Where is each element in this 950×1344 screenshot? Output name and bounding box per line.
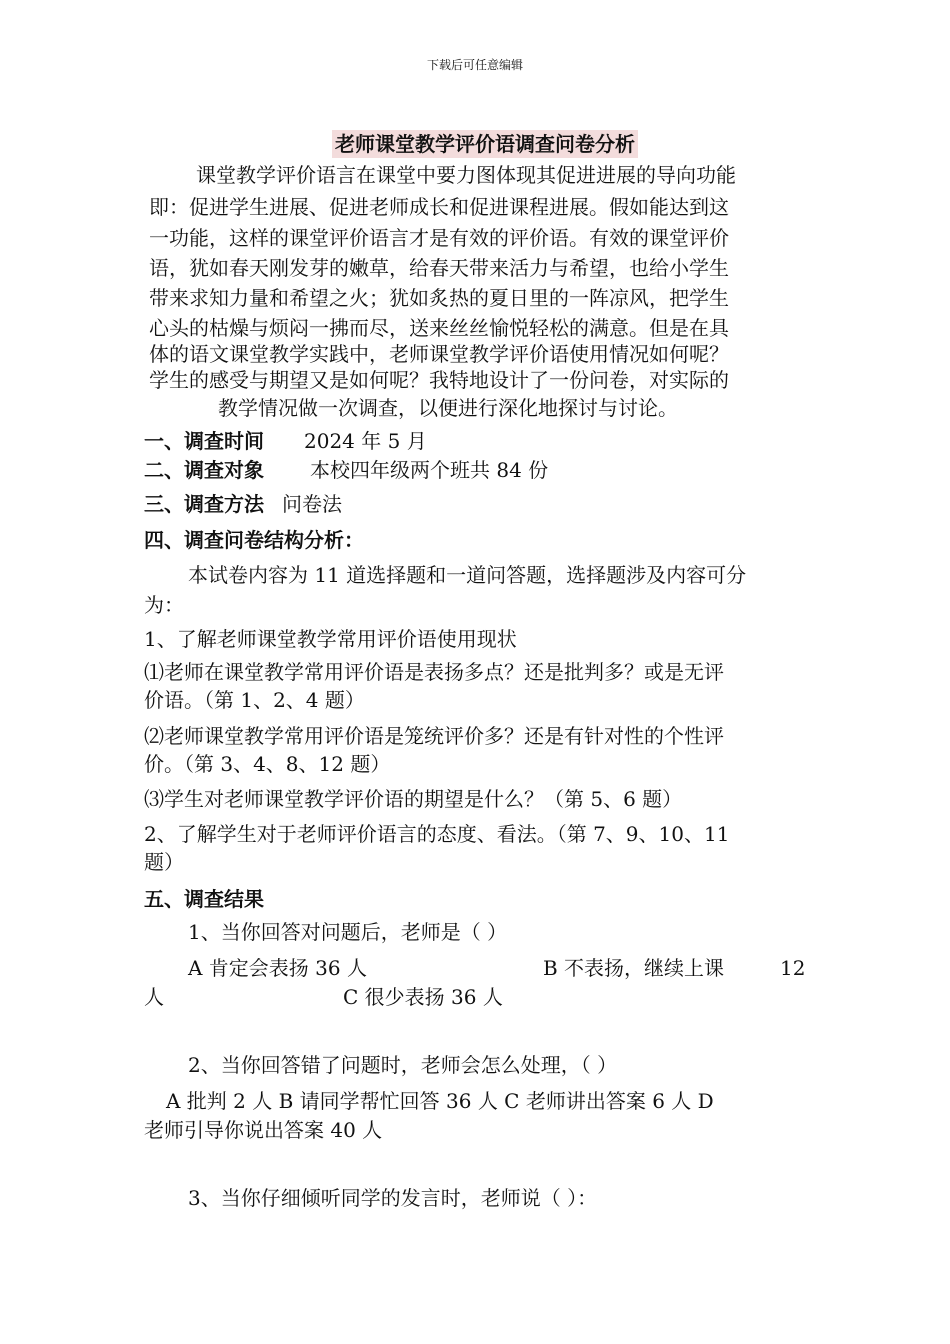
section-results-heading: 五、调查结果 [144,887,264,911]
q1-question: 1、当你回答对问题后，老师是（ ） [188,920,508,944]
intro-line-5: 带来求知力量和希望之火；犹如炙热的夏日里的一阵凉风，把学生 [149,286,729,310]
intro-line-9: 教学情况做一次调查，以便进行深化地探讨与讨论。 [218,396,678,420]
intro-line-1: 课堂教学评价语言在课堂中要力图体现其促进进展的导向功能 [196,163,736,187]
intro-line-2: 即：促进学生进展、促进老师成长和促进课程进展。假如能达到这 [149,195,729,219]
section-time [144,427,427,455]
intro-line-4: 语，犹如春天刚发芽的嫩草，给春天带来活力与希望，也给小学生 [149,256,729,280]
section-method [144,490,342,518]
section-target [144,456,548,484]
section-structure-heading: 四、调查问卷结构分析： [144,528,364,552]
q3-question: 3、当你仔细倾听同学的发言时，老师说（ ）： [188,1186,598,1210]
q1-option-b: B 不表扬，继续上课 [543,956,725,980]
q2-options-line-1: A 批判 2 人 B 请同学帮忙回答 36 人 C 老师讲出答案 6 人 D [166,1089,714,1113]
q1-option-c: C 很少表扬 36 人 [343,985,503,1009]
intro-line-3: 一功能，这样的课堂评价语言才是有效的评价语。有效的课堂评价 [149,226,729,250]
page-header: 下载后可任意编辑 [426,58,523,72]
q1-option-b-unit: 人 [144,985,164,1009]
intro-line-6: 心头的枯燥与烦闷一拂而尽，送来丝丝愉悦轻松的满意。但是在具 [149,316,729,340]
q2-question: 2、当你回答错了问题时，老师会怎么处理，（ ） [188,1053,618,1077]
intro-line-8: 学生的感受与期望又是如何呢？我特地设计了一份问卷，对实际的 [149,368,729,392]
structure-line-8: ⑶学生对老师课堂教学评价语的期望是什么？（第 5、6 题） [144,787,683,811]
structure-line-5: 价语。（第 1、2、4 题） [144,688,365,712]
document-title: 老师课堂教学评价语调查问卷分析 [332,130,638,158]
section-method-value: 问卷法 [282,492,342,516]
intro-line-7: 体的语文课堂教学实践中，老师课堂教学评价语使用情况如何呢？ [149,342,729,366]
q2-options-line-2: 老师引导你说出答案 40 人 [144,1118,383,1142]
structure-line-3: 1、了解老师课堂教学常用评价语使用现状 [144,627,517,651]
q1-option-a: A 肯定会表扬 36 人 [188,956,367,980]
structure-line-10: 题） [144,850,184,874]
structure-line-1: 本试卷内容为 11 道选择题和一道问答题，选择题涉及内容可分 [188,563,747,587]
structure-line-4: ⑴老师在课堂教学常用评价语是表扬多点？还是批判多？或是无评 [144,660,724,684]
section-time-value: 2024 年 5 月 [304,429,427,453]
section-method-label: 三、调查方法 [144,492,264,516]
structure-line-7: 价。（第 3、4、8、12 题） [144,752,391,776]
structure-line-6: ⑵老师课堂教学常用评价语是笼统评价多？还是有针对性的个性评 [144,724,724,748]
section-time-label: 一、调查时间 [144,429,264,453]
q1-option-b-count: 12 [780,956,806,980]
structure-line-9: 2、了解学生对于老师评价语言的态度、看法。（第 7、9、10、11 [144,822,730,846]
section-target-value: 本校四年级两个班共 84 份 [310,458,549,482]
section-target-label: 二、调查对象 [144,458,264,482]
structure-line-2: 为： [144,593,184,617]
